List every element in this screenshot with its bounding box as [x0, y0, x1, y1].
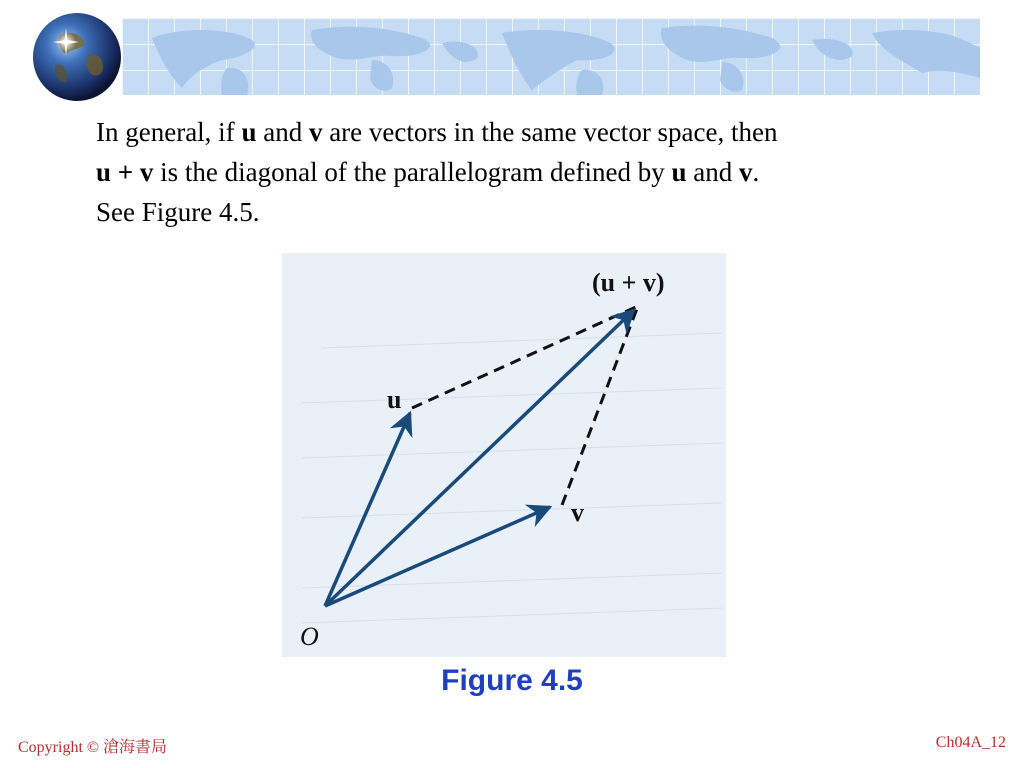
body-line-2: [96, 152, 996, 192]
text-span: are vectors in the same vector space, then: [322, 117, 778, 147]
vector-v-term: v: [308, 117, 323, 147]
globe-icon: [30, 10, 124, 104]
body-line-3: See Figure 4.5.: [96, 197, 260, 227]
u-label: u: [387, 385, 402, 414]
text-span: and: [256, 117, 309, 147]
footer-slide-id: Ch04A_12: [935, 734, 1006, 751]
vector-u-term: u: [241, 117, 257, 147]
body-paragraph: [96, 112, 996, 232]
vector-v-term: v: [739, 157, 753, 187]
text-span: is the diagonal of the parallelogram defined by: [153, 157, 672, 187]
origin-label: O: [300, 622, 319, 651]
world-map-graphic: [122, 18, 980, 95]
body-line-1: [96, 112, 996, 152]
figure-caption: Figure 4.5: [441, 664, 583, 697]
footer-copyright: Copyright © 滄海書局: [18, 739, 168, 756]
figure-parallelogram: [282, 253, 726, 657]
vector-u-term: u: [671, 157, 687, 187]
text-span: In general, if: [96, 117, 242, 147]
vector-sum-term: u + v: [96, 157, 154, 187]
sum-label: (u + v): [592, 268, 665, 297]
text-span: .: [752, 157, 760, 187]
v-label: v: [571, 498, 584, 527]
text-span: and: [686, 157, 739, 187]
header-banner: [122, 18, 980, 95]
